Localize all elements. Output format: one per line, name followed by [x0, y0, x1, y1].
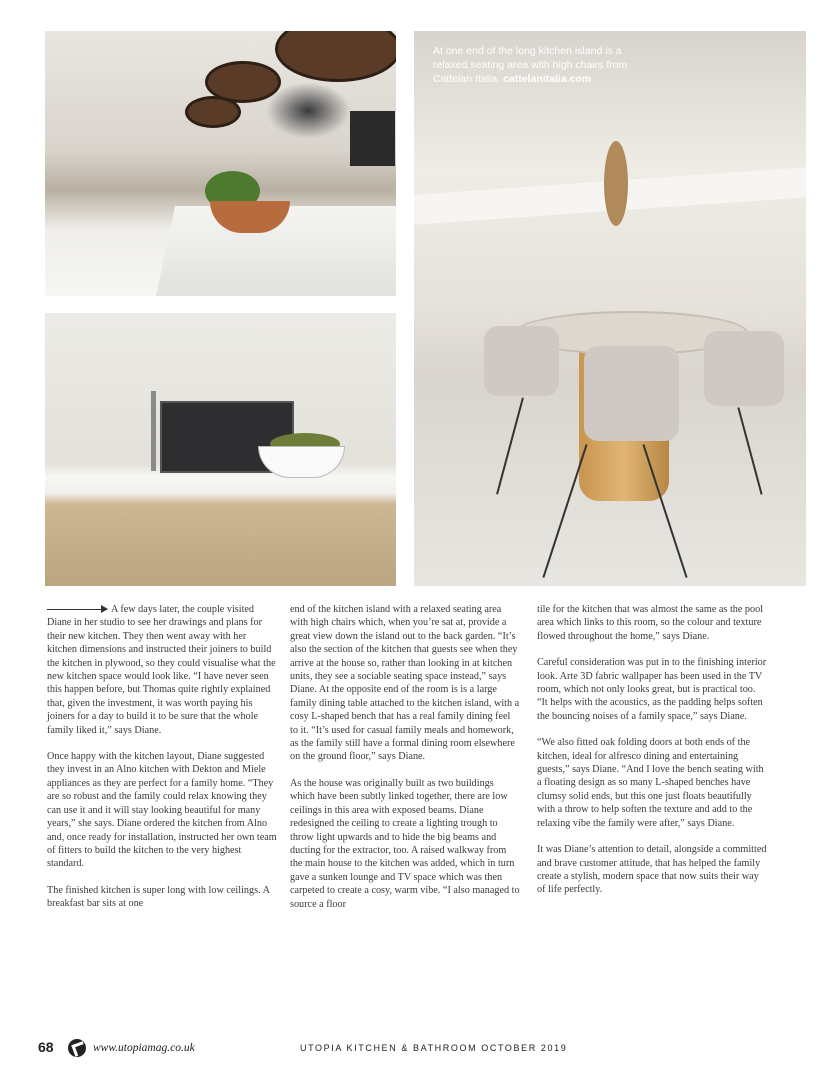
chair-leg	[496, 397, 524, 494]
paragraph: Careful consideration was put in to the finishing interior look. Arte 3D fabric wallpaper has been used in the TV room, which not only looks great, but is practical too. “It helps with the acoustics, as the padding helps soften the bouncing noises of a family space,” says Diane.	[537, 657, 767, 722]
paragraph: As the house was originally built as two buildings which have been subtly linked together, there are low ceilings in this area with exposed beams. Diane redesigned the ceiling to create a lighting trough to throw light upwards and to hide the big beams and ducting for the extractor, too. A raised walkway from the main house to the kitchen was added, which in turn gave a sunken lounge and TV space which was then carpeted to create a cosy, warm vibe. “I also managed to source a floor	[290, 777, 520, 910]
pendant-lamp	[185, 96, 241, 128]
arrow-icon	[47, 609, 107, 610]
photo-caption	[433, 44, 643, 86]
high-chair	[584, 346, 679, 441]
utopia-logo-icon	[68, 1039, 86, 1057]
website-link[interactable]: www.utopiamag.co.uk	[93, 1042, 195, 1054]
caption-text: At one end of the long kitchen island is a relaxed seating area with high chairs from Cattelan Italia.	[433, 45, 628, 85]
tv-screen	[350, 111, 395, 166]
pendant-lamp	[275, 31, 396, 82]
text-column-3	[537, 603, 767, 910]
paragraph: The finished kitchen is super long with low ceilings. A breakfast bar sits at one	[47, 884, 270, 910]
paragraph: tile for the kitchen that was almost the same as the pool area which links to this room, so the colour and texture flowed throughout the home,” says Diane.	[537, 604, 764, 642]
paragraph: It was Diane’s attention to detail, alongside a committed and brave customer attitude, that has helped the family create a stylish, modern space that now suits their way of life perfectly.	[537, 844, 767, 896]
vegetable-bowl	[258, 446, 345, 478]
chair-leg	[542, 444, 587, 578]
paragraph: A few days later, the couple visited Diane in her studio to see her drawings and plans for their new kitchen. They then went away with her kitchen dimensions and instructed their joiners to build the kitchen in plywood, so they could visualise what the new kitchen space would look like. “I have never seen this happen before, but Thomas quite rightly explained that, given the investment, it was worth paying his joiners for a day to build it to be sure that the whole family liked it,” says Diane.	[47, 604, 276, 736]
kitchen-sink-photo	[45, 313, 396, 586]
paragraph: end of the kitchen island with a relaxed seating area with high chairs which, when you’re sat at, provide a great view down the island out to the back garden. “It’s also the section of the kitchen that guests see when they arrive at the house so, rather than looking in at kitchen units, they see a sociable seating space instead,” says Diane. At the opposite end of the room is is a large family dining table attached to the kitchen island, with a cosy L-shaped bench that has a real family dining feel to it. “It’s used for casual family meals and homework, as the family still have a formal dining room elsewhere on the ground floor,” says Diane.	[290, 604, 520, 763]
paragraph: “We also fitted oak folding doors at both ends of the kitchen, ideal for alfresco dining and entertaining guests,” says Diane. “And I love the bench seating with a floating design as so many L-shaped benches have clumsy solid ends, but this one just floats beautifully with a throw to help soften the texture and add to the relaxing vibe the family were after,” says Diane.	[537, 737, 764, 829]
chair-leg	[737, 407, 762, 494]
text-column-1	[47, 603, 277, 924]
text-column-2	[290, 603, 520, 924]
high-chair	[484, 326, 559, 396]
high-chair	[704, 331, 784, 406]
pendant-light	[604, 141, 628, 226]
caption-link[interactable]: cattelanitalia.com	[503, 73, 592, 85]
seating-area-photo	[414, 31, 806, 586]
kitchen-tap	[151, 391, 156, 471]
magazine-issue: UTOPIA KITCHEN & BATHROOM OCTOBER 2019	[300, 1043, 568, 1053]
page-number: 68	[38, 1039, 54, 1055]
paragraph: Once happy with the kitchen layout, Diane suggested they invest in an Alno kitchen with Dekton and Miele appliances as they are perfect for a family home. “They are so robust and the family could relax knowing they can use it and it will stay looking beautiful for many years,” she says. Diane ordered the kitchen from Alno and, once ready for installation, instructed her own team of fitters to build the kitchen to the very highest standard.	[47, 751, 277, 870]
kitchen-island-photo	[45, 31, 396, 296]
